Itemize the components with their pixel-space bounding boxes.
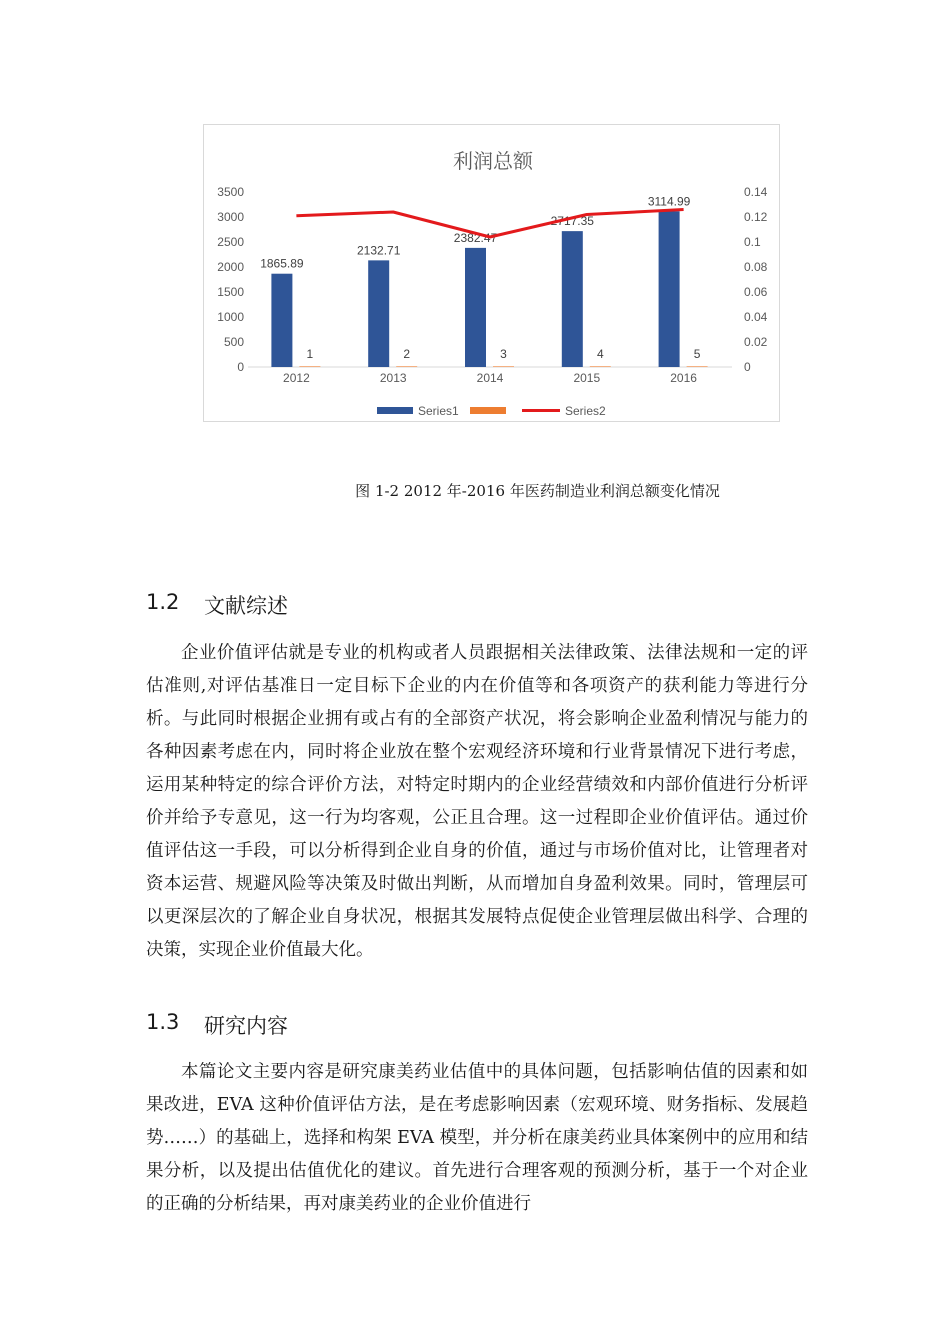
- y-left-tick-label: 3000: [217, 210, 244, 224]
- x-tick-label: 2013: [379, 371, 407, 385]
- bar-series1: [271, 274, 292, 367]
- y-left-tick-label: 2500: [217, 235, 244, 249]
- bar-data-label: 2717.35: [550, 214, 594, 229]
- y-left-tick-label: 3500: [217, 185, 244, 199]
- section-heading-1-3: [146, 1010, 288, 1040]
- chart-title: 利润总额: [453, 151, 533, 173]
- legend-label-series1: Series1: [418, 404, 459, 418]
- bar-series-orange: [299, 366, 320, 367]
- y-right-tick-label: 0.12: [744, 210, 768, 224]
- bar-data-label: 2382.47: [453, 230, 498, 245]
- section-title: 文献综述: [204, 594, 288, 618]
- x-tick-label: 2012: [283, 371, 310, 385]
- figure-caption: 图 1-2 2012 年-2016 年医药制造业利润总额变化情况: [355, 482, 720, 500]
- chart-legend: [377, 404, 606, 418]
- section-number: 1.2: [146, 590, 180, 614]
- bar-series-orange: [687, 366, 708, 367]
- bar-series1: [562, 231, 583, 367]
- y-right-tick-label: 0: [744, 360, 751, 374]
- y-right-tick-label: 0.14: [744, 185, 768, 199]
- chart-frame: [203, 124, 780, 422]
- profit-chart: [204, 125, 781, 423]
- bar-data-label: 5: [693, 347, 701, 361]
- section-heading-1-2: [146, 590, 288, 620]
- bar-series-orange: [396, 366, 417, 367]
- y-axis-right: [744, 185, 768, 374]
- bar-series1: [659, 211, 680, 367]
- y-left-tick-label: 500: [223, 335, 244, 349]
- legend-swatch-series1: [377, 407, 413, 414]
- y-right-tick-label: 0.06: [744, 285, 768, 299]
- y-right-tick-label: 0.02: [744, 335, 768, 349]
- section-number: 1.3: [146, 1010, 180, 1034]
- y-left-tick-label: 1000: [217, 310, 244, 324]
- y-left-tick-label: 1500: [217, 285, 244, 299]
- bar-data-label: 3114.99: [647, 194, 691, 209]
- bar-series-orange: [590, 366, 611, 367]
- x-tick-label: 2014: [476, 371, 504, 385]
- y-right-tick-label: 0.08: [744, 260, 768, 274]
- y-left-tick-label: 2000: [217, 260, 244, 274]
- x-tick-label: 2015: [573, 371, 601, 385]
- bar-data-label: 2: [403, 347, 411, 361]
- y-right-tick-label: 0.1: [744, 235, 761, 249]
- bar-series-orange: [493, 366, 514, 367]
- y-axis-left: [217, 185, 244, 374]
- bar-data-label: 4: [596, 347, 604, 361]
- y-right-tick-label: 0.04: [744, 310, 768, 324]
- paragraph-research-content: 本篇论文主要内容是研究康美药业估值中的具体问题，包括影响估值的因素和如果改进，EVA 这种价值评估方法，是在考虑影响因素（宏观环境、财务指标、发展趋势……）的基础上，选择和构架 EVA 模型，并分析在康美药业具体案例中的应用和结果分析，以及提出估值优化的建议。首先进行合理客观的预测分析，基于一个对企业的正确的分析结果，再对康美药业的企业价值进行: [146, 1062, 808, 1214]
- bar-series1: [368, 260, 389, 367]
- bars-group: [260, 194, 707, 367]
- bar-data-label: 1: [306, 347, 314, 361]
- bar-series1: [465, 248, 486, 367]
- bar-data-label: 1865.89: [260, 256, 304, 271]
- paragraph-literature-review: 企业价值评估就是专业的机构或者人员跟据相关法律政策、法律法规和一定的评估准则,对评估基准日一定目标下企业的内在价值等和各项资产的获利能力等进行分析。与此同时根据企业拥有或占有的全部资产状况，将会影响企业盈利情况与能力的各种因素考虑在内，同时将企业放在整个宏观经济环境和行业背景情况下进行考虑，运用某种特定的综合评价方法，对特定时期内的企业经营绩效和内部价值进行分析评价并给予专意见，这一行为均客观，公正且合理。这一过程即企业价值评估。通过价值评估这一手段，可以分析得到企业自身的价值，通过与市场价值对比，让管理者对资本运营、规避风险等决策及时做出判断，从而增加自身盈利效果。同时，管理层可以更深层次的了解企业自身状况，根据其发展特点促使企业管理层做出科学、合理的决策，实现企业价值最大化。: [146, 643, 808, 960]
- section-title: 研究内容: [204, 1014, 288, 1038]
- bar-data-label: 3: [500, 347, 507, 361]
- x-axis: [283, 371, 697, 385]
- x-tick-label: 2016: [670, 371, 697, 385]
- legend-swatch-orange: [470, 407, 506, 414]
- legend-label-series2: Series2: [565, 404, 606, 418]
- bar-data-label: 2132.71: [357, 243, 401, 258]
- y-left-tick-label: 0: [237, 360, 244, 374]
